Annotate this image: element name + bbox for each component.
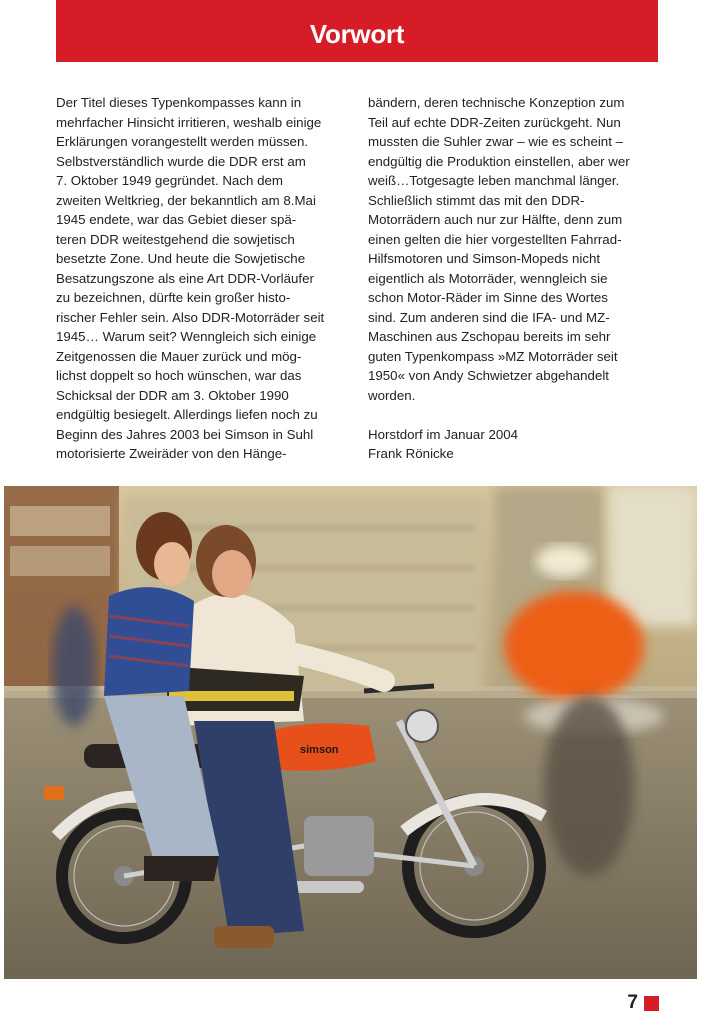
text-line: rischer Fehler sein. Also DDR-Motorräder seit <box>56 309 325 325</box>
signature-place-date: Horstdorf im Januar 2004 <box>368 426 519 442</box>
text-line: zweiten Weltkrieg, der bekanntlich am 8.Mai <box>56 192 316 208</box>
text-line: Selbstverständlich wurde die DDR erst am <box>56 153 306 169</box>
text-line: Besatzungszone als eine Art DDR-Vorläufer <box>56 270 314 286</box>
text-line: sind. Zum anderen sind die IFA- und MZ- <box>368 309 610 325</box>
text-line: Schließlich stimmt das mit den DDR- <box>368 192 585 208</box>
text-line: motorisierte Zweiräder von den Hänge- <box>56 446 287 461</box>
photo-couple-on-simson-moped <box>4 486 697 979</box>
chapter-header-bar <box>56 0 658 62</box>
photo-illustration <box>4 486 697 979</box>
text-line: 1945 endete, war das Gebiet dieser spä- <box>56 212 297 227</box>
text-line: schon Motor-Räder im Sinne des Wortes <box>368 290 608 305</box>
text-line: lichst doppelt so hoch wünschen, war das <box>56 368 302 383</box>
page-number: 7 <box>627 992 638 1013</box>
signature-author: Frank Rönicke <box>368 446 454 461</box>
text-line: 1945… Warum seit? Wenngleich sich einige <box>56 329 317 344</box>
text-line: Schicksal der DDR am 3. Oktober 1990 <box>56 387 289 403</box>
text-line: 1950« von Andy Schwietzer abgehandelt <box>368 368 609 383</box>
text-line: Teil auf echte DDR-Zeiten zurückgeht. Nun <box>368 114 621 130</box>
page-footer <box>627 992 659 1014</box>
text-line: 7. Oktober 1949 gegründet. Nach dem <box>56 173 283 188</box>
text-line: einen gelten die hier vorgestellten Fahrrad- <box>368 231 622 247</box>
text-line: mehrfacher Hinsicht irritieren, weshalb einige <box>56 114 322 130</box>
text-column-left <box>56 93 348 464</box>
text-line: Der Titel dieses Typenkompasses kann in <box>56 95 302 110</box>
text-line: weiß…Totgesagte leben manchmal länger. <box>368 173 620 188</box>
text-line: Motorrädern auch nur zur Hälfte, denn zum <box>368 212 623 227</box>
chapter-title: Vorwort <box>309 18 405 49</box>
page-marker-square <box>644 996 659 1011</box>
text-line: worden. <box>368 387 416 403</box>
text-line: mussten die Suhler zwar – wie es scheint – <box>368 134 623 149</box>
text-line: Maschinen aus Zschopau bereits im sehr <box>368 329 611 344</box>
text-line: Hilfsmotoren und Simson-Mopeds nicht <box>368 251 601 266</box>
text-line: endgültig besiegelt. Allerdings liefen noch zu <box>56 407 318 422</box>
text-line: bändern, deren technische Konzeption zum <box>368 95 625 110</box>
text-line: eigentlich als Motorräder, wenngleich sie <box>368 270 608 286</box>
text-line: Zeitgenossen die Mauer zurück und mög- <box>56 348 302 364</box>
text-line: endgültig die Produktion einstellen, aber wer <box>368 153 630 169</box>
left-paragraph <box>56 93 348 464</box>
text-line: Beginn des Jahres 2003 bei Simson in Suhl <box>56 426 314 442</box>
text-line: besetzte Zone. Und heute die Sowjetische <box>56 251 306 266</box>
text-column-right <box>368 93 660 464</box>
text-line: zu bezeichnen, dürfte kein großer histo- <box>56 290 291 305</box>
text-line: Erklärungen vorangestellt werden müssen. <box>56 134 309 149</box>
text-line: guten Typenkompass »MZ Motorräder seit <box>368 348 618 364</box>
text-line: teren DDR weitestgehend die sowjetisch <box>56 231 295 247</box>
tank-logo: simson <box>300 744 339 756</box>
right-paragraph <box>368 93 660 405</box>
signature-block <box>368 425 660 464</box>
